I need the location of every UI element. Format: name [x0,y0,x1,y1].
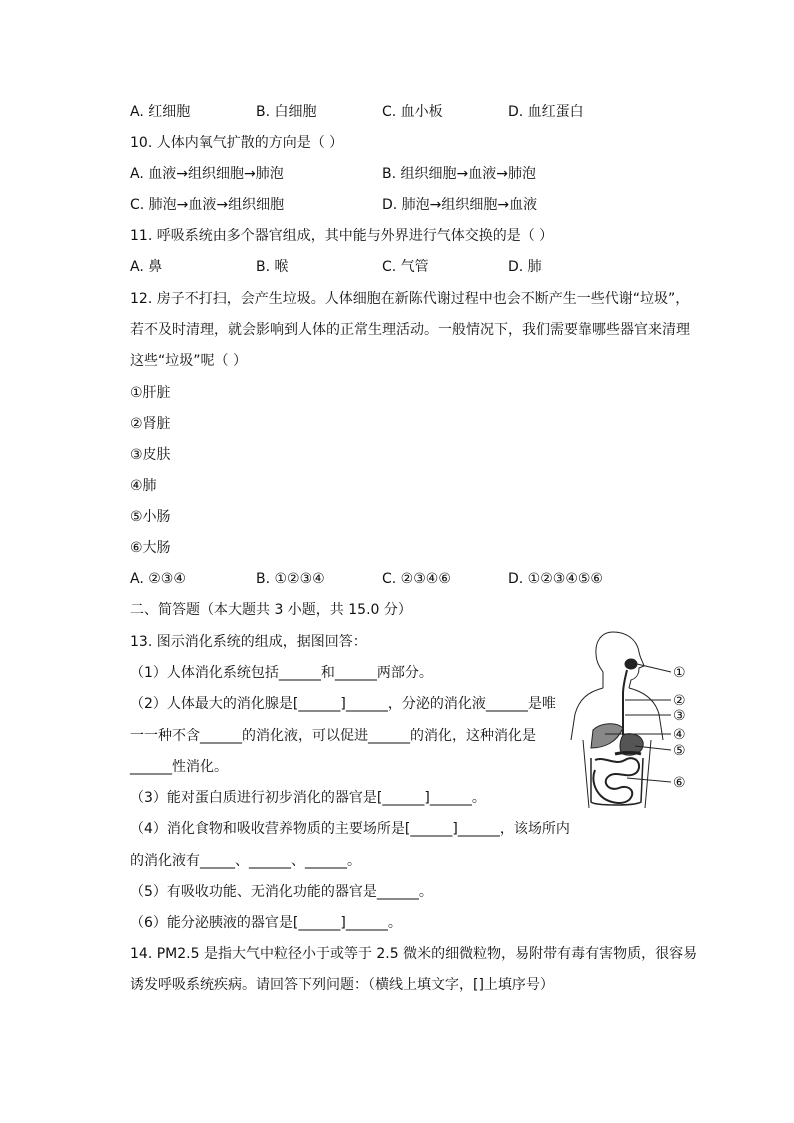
figure-label-6: ⑥ [673,775,686,791]
q14-stem-line-1: 14. PM2.5 是指大气中粒径小于或等于 2.5 微米的细微粒物，易附带有毒有害物质，很容易 [130,946,698,962]
q12-stem-line-2: 若不及时清理，就会影响到人体的正常生理活动。一般情况下，我们需要靠哪些器官来清理 [130,322,690,338]
q12-option-d: D. ①②③④⑤⑥ [508,571,603,587]
q11-option-d: D. 肺 [508,259,542,275]
q9-option-d: D. 血红蛋白 [508,104,584,120]
q13-part-1: （1）人体消化系统包括______和______两部分。 [130,665,433,681]
digestive-system-figure [565,630,695,815]
q10-option-b: B. 组织细胞→血液→肺泡 [382,166,536,182]
q10-option-d: D. 肺泡→组织细胞→血液 [382,197,538,213]
q13-part-5: （5）有吸收功能、无消化功能的器官是______。 [130,884,433,900]
q12-option-c: C. ②③④⑥ [382,571,451,587]
q13-part-6: （6）能分泌胰液的器官是[______]______。 [130,915,402,931]
q13-part-2-line-3: ______性消化。 [130,759,228,775]
q12-item-6: ⑥大肠 [130,540,171,556]
q12-stem-line-1: 12. 房子不打扫，会产生垃圾。人体细胞在新陈代谢过程中也会不断产生一些代谢“垃圾”， [130,291,690,307]
q12-option-b: B. ①②③④ [256,571,325,587]
q12-item-1: ①肝脏 [130,385,171,401]
q12-item-4: ④肺 [130,478,157,494]
q12-item-2: ②肾脏 [130,416,171,432]
q11-option-a: A. 鼻 [130,259,163,275]
q13-part-4-line-1: （4）消化食物和吸收营养物质的主要场所是[______]______，该场所内 [130,821,570,837]
figure-label-3: ③ [673,708,686,724]
figure-label-1: ① [673,665,686,681]
q11-stem: 11. 呼吸系统由多个器官组成，其中能与外界进行气体交换的是（ ） [130,228,554,244]
q12-item-5: ⑤小肠 [130,509,171,525]
q10-stem: 10. 人体内氧气扩散的方向是（ ） [130,135,344,151]
q10-option-a: A. 血液→组织细胞→肺泡 [130,166,284,182]
figure-label-4: ④ [673,727,686,743]
q13-stem: 13. 图示消化系统的组成，据图回答： [130,634,367,650]
figure-label-5: ⑤ [673,743,686,759]
q11-option-b: B. 喉 [256,259,289,275]
q12-item-3: ③皮肤 [130,447,171,463]
q12-stem-line-3: 这些“垃圾”呢（ ） [130,353,247,369]
q13-part-4-line-2: 的消化液有_____、______、______。 [130,853,361,869]
q13-part-2-line-1: （2）人体最大的消化腺是[______]______，分泌的消化液______是唯 [130,696,556,712]
q10-option-c: C. 肺泡→血液→组织细胞 [130,197,285,213]
q9-option-c: C. 血小板 [382,104,443,120]
section-heading: 二、简答题（本大题共 3 小题，共 15.0 分） [130,602,412,618]
q12-option-a: A. ②③④ [130,571,186,587]
q11-option-c: C. 气管 [382,259,429,275]
q14-stem-line-2: 诱发呼吸系统疾病。请回答下列问题：（横线上填文字，[]上填序号） [130,977,554,993]
q13-part-2-line-2: 一一种不含______的消化液，可以促进______的消化，这种消化是 [130,728,536,744]
q13-part-3: （3）能对蛋白质进行初步消化的器官是[______]______。 [130,790,486,806]
figure-label-2: ② [673,693,686,709]
q9-option-a: A. 红细胞 [130,104,191,120]
q9-option-b: B. 白细胞 [256,104,317,120]
